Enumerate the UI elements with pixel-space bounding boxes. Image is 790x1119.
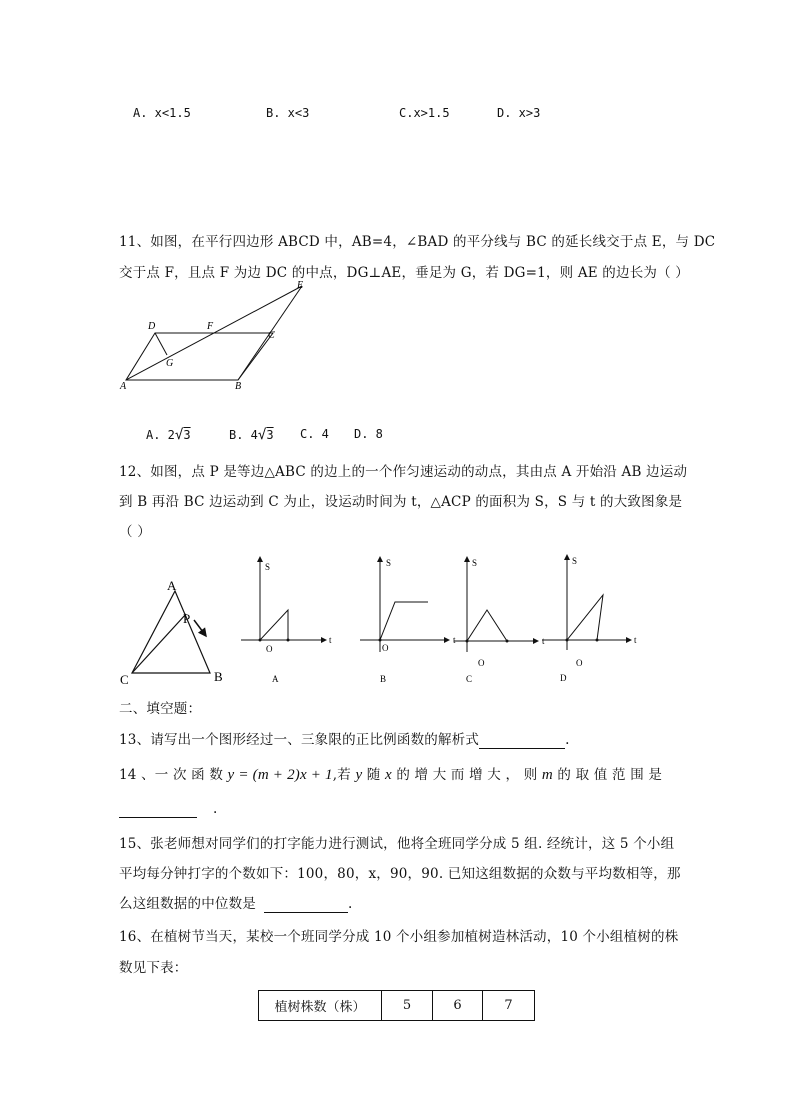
q16-line2: 数见下表： [119, 960, 188, 976]
graph-a [241, 558, 325, 641]
label-g: G [166, 358, 174, 369]
q14-line1 [119, 763, 662, 784]
q16-table [258, 990, 535, 1021]
q11-option-b [229, 427, 274, 443]
graph-a-s: S [265, 562, 271, 572]
q12-figures [110, 548, 650, 690]
q11-text-line1: 11、如图，在平行四边形 ABCD 中，AB=4，∠BAD 的平分线与 BC 的延长线交于点 E，与 DC [119, 234, 716, 250]
graph-d [542, 556, 630, 650]
q14-formula: y = (m + 2)x + 1 [227, 767, 333, 783]
q15-end: . [348, 896, 353, 912]
graph-c-arrow-icon [464, 556, 539, 644]
q14-end: . [213, 801, 218, 817]
q11-option-a-coef: A. 2 [146, 428, 175, 442]
label-a: A [120, 381, 127, 392]
q14-mid1: ,若 [332, 767, 356, 783]
q12-text-line3: （ ） [119, 524, 151, 540]
graph-d-label: D [560, 673, 567, 683]
q10-option-c: C.x>1.5 [399, 106, 450, 120]
q10-option-d: D. x>3 [497, 106, 541, 120]
q14-var-x: x [385, 767, 392, 783]
tri-label-c: C [120, 672, 129, 687]
label-b: B [235, 381, 242, 392]
q15-line3 [119, 892, 353, 913]
table-cell: 7 [483, 991, 535, 1021]
segment-dg [155, 333, 167, 355]
q10-option-a: A. x<1.5 [133, 106, 191, 120]
graph-d-o: O [576, 658, 583, 668]
q15-text: 么这组数据的中位数是 [119, 896, 256, 912]
q12-text-line2: 到 B 再沿 BC 边运动到 C 为止，设运动时间为 t，△ACP 的面积为 S，S 与 t 的大致图象是 [119, 494, 683, 510]
triangle-abc [132, 591, 210, 673]
bisector-ae [126, 286, 302, 380]
graph-b-s: S [386, 558, 392, 568]
label-c: C [268, 330, 275, 341]
graph-a-t: t [329, 635, 332, 645]
table-cell: 5 [382, 991, 433, 1021]
label-e: E [297, 280, 304, 291]
parallelogram-abcd [126, 333, 273, 380]
q13-answer-blank[interactable] [479, 732, 565, 749]
q11-parallelogram-figure [110, 278, 325, 393]
graph-c-t: t [542, 636, 545, 646]
q14-answer-blank[interactable] [119, 801, 197, 818]
graph-c-label: C [466, 674, 473, 684]
q11-option-b-coef: B. 4 [229, 428, 258, 442]
q11-text-line2: 交于点 F，且点 F 为边 DC 的中点，DG⊥AE，垂足为 G，若 DG=1，则 AE 的边长为（ ） [119, 265, 690, 281]
tri-label-p: P [183, 611, 191, 626]
sqrt-icon: √ [257, 427, 267, 443]
q12-text-line1: 12、如图，点 P 是等边△ABC 的边上的一个作匀速运动的动点，其由点 A 开始沿 AB 边运动 [119, 464, 688, 480]
graph-b-t: t [453, 635, 456, 645]
table-row [259, 991, 535, 1021]
q16-line1: 16、在植树节当天，某校一个班同学分成 10 个小组参加植树造林活动，10 个小组植树的株 [119, 929, 679, 945]
q11-option-c: C. 4 [300, 427, 329, 441]
q10-option-b: B. x<3 [266, 106, 310, 120]
q11-option-d: D. 8 [354, 427, 383, 441]
graph-d-t: t [634, 635, 637, 645]
q14-var-y: y [355, 767, 363, 783]
q14-mid3: 的 增 大 而 增 大 ， 则 [391, 767, 542, 783]
graph-a-o: O [266, 644, 273, 654]
section-title-fill-blank: 二、填空题： [119, 701, 202, 717]
q13 [119, 728, 570, 749]
q14-line2 [119, 801, 218, 818]
q15-answer-blank[interactable] [264, 896, 348, 913]
arrow-icon [194, 620, 206, 636]
graph-c [454, 558, 537, 652]
table-cell: 6 [433, 991, 483, 1021]
label-d: D [148, 321, 156, 332]
label-f: F [207, 321, 214, 332]
graph-d-s: S [572, 556, 578, 566]
q14-post: 的 取 值 范 围 是 [552, 767, 663, 783]
q15-line1: 15、张老师想对同学们的打字能力进行测试，他将全班同学分成 5 组. 经统计，这 5 个小组 [119, 836, 675, 852]
q13-text: 13、请写出一个图形经过一、三象限的正比例函数的解析式 [119, 732, 480, 748]
graph-b-arrow-icon [377, 556, 450, 643]
graph-c-s: S [472, 558, 478, 568]
sqrt-icon: √ [174, 427, 184, 443]
q11-option-b-radicand: 3 [266, 428, 274, 442]
graph-a-label: A [272, 674, 279, 684]
tri-label-a: A [167, 578, 177, 593]
tri-label-b: B [214, 669, 223, 684]
graph-b [360, 558, 448, 652]
table-header-cell: 植树株数（株） [259, 991, 382, 1021]
q11-option-a-radicand: 3 [183, 428, 191, 442]
q11-option-a [146, 427, 191, 443]
q14-var-m: m [541, 767, 553, 783]
q15-line2: 平均每分钟打字的个数如下：100，80，x，90，90. 已知这组数据的众数与平均数相等，那 [119, 866, 681, 882]
graph-b-label: B [380, 674, 387, 684]
q14-pre: 14 、一 次 函 数 [119, 767, 228, 783]
graph-c-o: O [478, 658, 485, 668]
graph-b-o: O [382, 643, 389, 653]
q14-mid2: 随 [362, 767, 385, 783]
q13-end: . [565, 732, 570, 748]
